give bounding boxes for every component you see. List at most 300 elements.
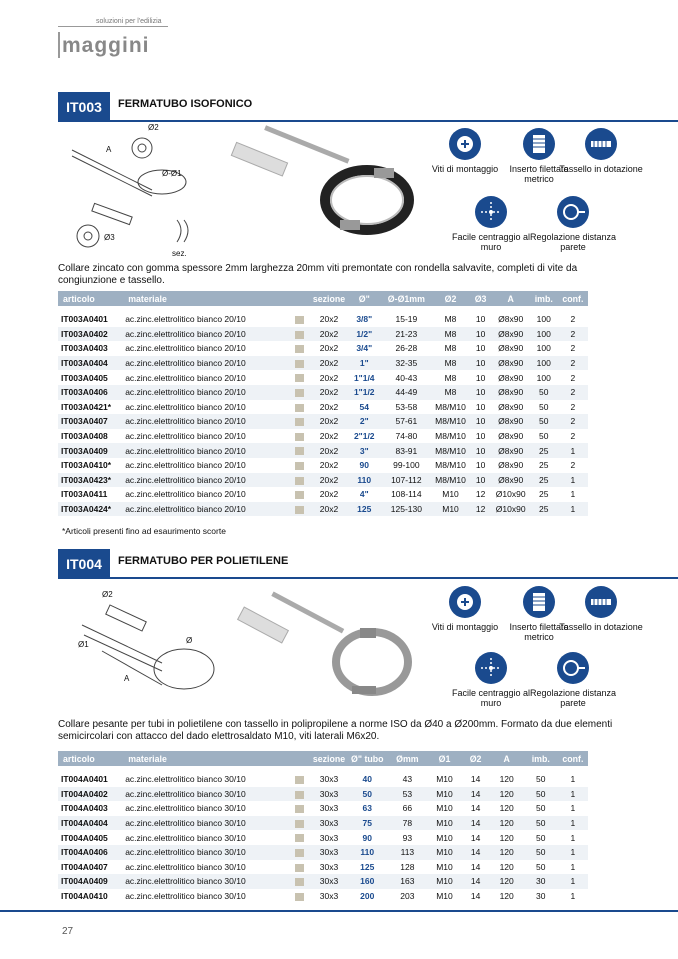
zinc-swatch-icon (295, 491, 304, 499)
table-row (58, 429, 588, 444)
drawing-label: Ø1 (78, 640, 89, 649)
table-cell: 100 (536, 372, 551, 383)
table-cell: 25 (539, 489, 549, 500)
adjust-distance-icon (557, 196, 589, 228)
table-cell: M8/M10 (435, 431, 466, 442)
finish-swatch (289, 312, 311, 327)
table-row (58, 787, 588, 802)
table-cell: M8 (444, 314, 457, 325)
table-row (58, 487, 588, 502)
finish-swatch (289, 502, 311, 517)
table-cell: 30x3 (319, 891, 339, 902)
zinc-swatch-icon (295, 805, 304, 813)
pipe-diameter: 63 (362, 803, 372, 814)
table-cell: 1 (570, 861, 576, 872)
table-cell: 14 (462, 845, 490, 860)
table-cell: 2 (570, 460, 576, 471)
material: ac.zinc.elettrolitico bianco 30/10 (125, 803, 246, 814)
table-cell: Ø8x90 (492, 385, 530, 400)
table-cell: M10 (436, 832, 453, 843)
drawing-label: sez. (172, 249, 187, 258)
pipe-diameter: 2"1/2 (353, 431, 375, 442)
pipe-diameter: 110 (347, 473, 381, 488)
table-cell: 10 (470, 414, 492, 429)
table-cell: 25 (539, 460, 549, 471)
table-cell: 50 (536, 803, 546, 814)
zinc-swatch-icon (295, 820, 304, 828)
threaded-insert-icon (523, 586, 555, 618)
feature-anchor (556, 128, 646, 174)
table-cell: 30 (524, 874, 558, 889)
table-cell: 120 (499, 861, 514, 872)
article-code: IT003A0406 (58, 385, 123, 400)
col-header: A (490, 751, 524, 766)
article-code: IT004A0405 (61, 832, 108, 843)
table-cell: 15-19 (395, 314, 418, 325)
finish-swatch (289, 860, 311, 875)
finish-swatch (289, 356, 311, 371)
article-code: IT004A0402 (58, 787, 123, 802)
section-code: IT003 (58, 92, 110, 122)
zinc-swatch-icon (295, 345, 304, 353)
table-cell: 120 (499, 832, 514, 843)
feature-label: Inserto filettato metrico (509, 622, 569, 642)
col-header: imb. (530, 291, 558, 306)
table-cell: 1 (570, 803, 576, 814)
screw-icon (449, 128, 481, 160)
table-cell: M8 (431, 385, 469, 400)
table-cell: M8/M10 (431, 414, 469, 429)
article-code: IT003A0424* (58, 502, 123, 517)
zinc-swatch-icon (295, 477, 304, 485)
finish-swatch (289, 443, 311, 458)
table-cell: M10 (427, 845, 461, 860)
table-cell: Ø8x90 (498, 343, 524, 354)
feature-label: Tassello in dotazione (559, 622, 643, 632)
table-cell: 32-35 (381, 356, 431, 371)
table-cell: 66 (402, 803, 413, 814)
table-cell: 113 (387, 845, 427, 860)
table-cell: 14 (462, 874, 490, 889)
table-row (58, 312, 588, 327)
table-cell: 120 (499, 803, 514, 814)
col-header: articolo (58, 751, 123, 766)
zinc-swatch-icon (295, 462, 304, 470)
table-cell: M8 (444, 372, 457, 383)
table-cell: M10 (436, 861, 453, 872)
zinc-swatch-icon (295, 389, 304, 397)
table-cell: 10 (475, 372, 486, 383)
table-cell: 10 (475, 343, 486, 354)
stock-note: *Articoli presenti fino ad esaurimento scorte (62, 526, 226, 536)
article-code: IT003A0408 (61, 431, 108, 442)
col-header: conf. (558, 291, 588, 306)
zinc-swatch-icon (295, 834, 304, 842)
zinc-swatch-icon (295, 447, 304, 455)
pipe-diameter: 4" (359, 489, 369, 500)
pipe-diameter: 125 (360, 861, 375, 872)
zinc-swatch-icon (295, 864, 304, 872)
col-header (289, 751, 311, 766)
feature-centering (446, 652, 536, 708)
table-row (58, 860, 588, 875)
col-header: Ø" (347, 291, 381, 306)
table-cell: 163 (387, 874, 427, 889)
table-cell: 20x2 (319, 343, 339, 354)
technical-drawing-it004 (62, 585, 222, 705)
table-cell: 50 (524, 787, 558, 802)
table-row (58, 414, 588, 429)
article-code: IT004A0410 (61, 891, 108, 902)
table-cell: 44-49 (381, 385, 431, 400)
table-cell: 14 (470, 861, 481, 872)
table-cell: 100 (536, 314, 551, 325)
zinc-swatch-icon (295, 360, 304, 368)
feature-icons-it004 (430, 586, 643, 716)
pipe-diameter: 90 (362, 832, 372, 843)
zinc-swatch-icon (295, 776, 304, 784)
pipe-diameter: 1/2" (347, 327, 381, 342)
material: ac.zinc.elettrolitico bianco 20/10 (123, 443, 289, 458)
table-cell: 2 (558, 385, 588, 400)
table-row (58, 772, 588, 787)
table-cell: 14 (470, 891, 481, 902)
brand-tagline: soluzioni per l'edilizia (96, 18, 162, 25)
finish-swatch (289, 816, 311, 831)
table-cell: 1 (558, 502, 588, 517)
table-cell: 1 (558, 473, 588, 488)
table-cell: 43 (402, 774, 413, 785)
footer-rule (0, 910, 678, 912)
pipe-diameter: 3/4" (356, 343, 373, 354)
zinc-swatch-icon (295, 506, 304, 514)
article-code: IT003A0401 (61, 314, 108, 325)
section-code: IT004 (58, 549, 110, 579)
zinc-swatch-icon (295, 404, 304, 412)
drawing-label: A (124, 674, 130, 683)
table-row (58, 385, 588, 400)
table-row (58, 400, 588, 415)
crosshair-icon (475, 652, 507, 684)
section-title: FERMATUBO PER POLIETILENE (118, 555, 289, 567)
feature-distance (528, 652, 618, 708)
brand-name: maggini (62, 34, 150, 57)
table-cell: 50 (536, 861, 546, 872)
table-cell: Ø8x90 (498, 314, 524, 325)
col-header: Ø2 (431, 291, 469, 306)
col-header: articolo (58, 291, 123, 306)
finish-swatch (289, 845, 311, 860)
finish-swatch (289, 458, 311, 473)
material: ac.zinc.elettrolitico bianco 20/10 (123, 385, 289, 400)
table-cell: 1 (570, 832, 576, 843)
table-row (58, 341, 588, 356)
col-header: materiale (123, 751, 289, 766)
table-cell: 93 (402, 832, 413, 843)
table-cell: 10 (470, 356, 492, 371)
table-cell: 20x2 (311, 385, 347, 400)
table-cell: 30x3 (319, 774, 339, 785)
col-header: sezione (311, 291, 347, 306)
finish-swatch (289, 327, 311, 342)
col-header: Ø-Ø1mm (381, 291, 431, 306)
table-cell: M10 (436, 891, 453, 902)
table-cell: 30x3 (319, 803, 339, 814)
material: ac.zinc.elettrolitico bianco 30/10 (123, 845, 289, 860)
table-cell: 2 (570, 314, 576, 325)
col-header: Ø" tubo (347, 751, 387, 766)
pipe-diameter: 110 (347, 845, 387, 860)
table-cell: M10 (442, 489, 459, 500)
material: ac.zinc.elettrolitico bianco 20/10 (123, 356, 289, 371)
col-header: A (492, 291, 530, 306)
material: ac.zinc.elettrolitico bianco 30/10 (123, 816, 289, 831)
zinc-swatch-icon (295, 878, 304, 886)
table-cell: 10 (470, 443, 492, 458)
table-body (58, 306, 588, 516)
table-cell: 20x2 (311, 502, 347, 517)
feature-label: Viti di montaggio (431, 622, 499, 632)
table-cell: 14 (470, 832, 481, 843)
table-cell: 107-112 (381, 473, 431, 488)
logo-bar (58, 32, 60, 58)
table-cell: 100 (536, 343, 551, 354)
feature-distance (528, 196, 618, 252)
table-cell: 20x2 (311, 327, 347, 342)
feature-label: Viti di montaggio (431, 164, 499, 174)
finish-swatch (289, 400, 311, 415)
article-code: IT004A0409 (58, 874, 123, 889)
table-cell: 120 (499, 774, 514, 785)
article-code: IT004A0404 (58, 816, 123, 831)
table-cell: 1 (558, 443, 588, 458)
table-cell: Ø8x90 (492, 356, 530, 371)
material: ac.zinc.elettrolitico bianco 20/10 (123, 473, 289, 488)
table-cell: 50 (530, 414, 558, 429)
article-code: IT003A0407 (58, 414, 123, 429)
table-cell: Ø8x90 (498, 431, 524, 442)
table-row (58, 801, 588, 816)
table-header (58, 291, 588, 306)
table-cell: 10 (475, 460, 486, 471)
article-code: IT003A0411 (61, 489, 108, 500)
table-row (58, 889, 588, 904)
table-cell: Ø8x90 (498, 372, 524, 383)
table-cell: 20x2 (319, 314, 339, 325)
pipe-diameter: 75 (347, 816, 387, 831)
table-cell: 50 (524, 845, 558, 860)
material: ac.zinc.elettrolitico bianco 20/10 (125, 314, 246, 325)
table-cell: 1 (558, 787, 588, 802)
table-cell: 14 (470, 774, 481, 785)
table-cell: 10 (470, 473, 492, 488)
table-cell: 14 (462, 816, 490, 831)
article-code: IT004A0401 (61, 774, 108, 785)
drawing-label: Ø (186, 636, 193, 645)
page-number: 27 (62, 926, 74, 937)
article-code: IT003A0403 (61, 343, 108, 354)
table-row (58, 370, 588, 385)
table-cell: 40-43 (395, 372, 418, 383)
drawing-label: Ø3 (104, 233, 115, 242)
table-cell: 120 (490, 787, 524, 802)
article-code: IT004A0403 (61, 803, 108, 814)
col-header: conf. (558, 751, 588, 766)
material: ac.zinc.elettrolitico bianco 30/10 (125, 861, 246, 872)
finish-swatch (289, 487, 311, 502)
section-description: Collare pesante per tubi in polietilene con tassello in polipropilene a norme ISO da Ø40 a Ø200mm. Formato da due elementi semicircolari con attacco del dado elettrosaldato M10, viti laterali M6x20. (58, 719, 613, 742)
table-cell: 50 (536, 832, 546, 843)
table-cell: Ø10x90 (495, 489, 526, 500)
material: ac.zinc.elettrolitico bianco 20/10 (125, 460, 246, 471)
pipe-diameter: 54 (359, 401, 369, 412)
col-header: Ø3 (470, 291, 492, 306)
col-header: Ømm (387, 751, 427, 766)
table-cell: 53 (387, 787, 427, 802)
table-cell: M10 (436, 774, 453, 785)
zinc-swatch-icon (295, 316, 304, 324)
zinc-swatch-icon (295, 791, 304, 799)
col-header: Ø1 (427, 751, 461, 766)
table-cell: M10 (427, 787, 461, 802)
table-cell: Ø10x90 (492, 502, 530, 517)
table-header (58, 751, 588, 766)
table-cell: 100 (530, 327, 558, 342)
feature-label: Regolazione distanza parete (529, 688, 617, 708)
table-cell: 50 (524, 816, 558, 831)
drawing-label: Ø2 (102, 590, 113, 599)
material: ac.zinc.elettrolitico bianco 30/10 (125, 832, 246, 843)
table-cell: 108-114 (391, 489, 422, 500)
article-code: IT004A0407 (61, 861, 108, 872)
table-cell: Ø8x90 (492, 327, 530, 342)
table-cell: 20x2 (319, 460, 339, 471)
pipe-diameter: 40 (362, 774, 372, 785)
feature-centering (446, 196, 536, 252)
table-cell: Ø8x90 (492, 443, 530, 458)
table-cell: 14 (462, 787, 490, 802)
col-header: imb. (524, 751, 558, 766)
feature-label: Facile centraggio al muro (451, 232, 531, 252)
finish-swatch (289, 414, 311, 429)
feature-label: Facile centraggio al muro (451, 688, 531, 708)
section-rule (110, 577, 678, 579)
table-cell: 30x3 (311, 787, 347, 802)
col-header: materiale (123, 291, 289, 306)
wall-plug-icon (585, 586, 617, 618)
article-code: IT004A0406 (58, 845, 123, 860)
finish-swatch (289, 772, 311, 787)
table-cell: 50 (539, 401, 549, 412)
pipe-diameter: 1"1/4 (353, 372, 375, 383)
material: ac.zinc.elettrolitico bianco 30/10 (123, 787, 289, 802)
table-cell: 12 (475, 489, 486, 500)
table-cell: 20x2 (311, 443, 347, 458)
wall-plug-icon (585, 128, 617, 160)
table-cell: 25 (530, 443, 558, 458)
pipe-diameter: 1"1/2 (347, 385, 381, 400)
table-cell: 30x3 (311, 874, 347, 889)
section-title: FERMATUBO ISOFONICO (118, 98, 253, 110)
pipe-diameter: 50 (347, 787, 387, 802)
adjust-distance-icon (557, 652, 589, 684)
table-cell: 14 (470, 803, 481, 814)
product-table-it004 (58, 751, 588, 903)
table-row (58, 458, 588, 473)
table-cell: 128 (400, 861, 415, 872)
table-cell: 2 (570, 372, 576, 383)
table-cell: 26-28 (395, 343, 418, 354)
table-cell: 2 (570, 343, 576, 354)
table-cell: 20x2 (319, 431, 339, 442)
table-cell: 10 (470, 327, 492, 342)
article-code: IT003A0421* (61, 401, 112, 412)
table-cell: 12 (470, 502, 492, 517)
table-cell: 1 (558, 845, 588, 860)
logo-rule (58, 26, 168, 27)
table-cell: 25 (530, 502, 558, 517)
table-cell: M8 (444, 343, 457, 354)
material: ac.zinc.elettrolitico bianco 30/10 (123, 874, 289, 889)
table-cell: 120 (490, 874, 524, 889)
table-row (58, 327, 588, 342)
table-cell: 1 (570, 489, 576, 500)
pipe-diameter: 200 (360, 891, 375, 902)
table-cell: 30x3 (311, 845, 347, 860)
crosshair-icon (475, 196, 507, 228)
table-cell: 57-61 (381, 414, 431, 429)
table-cell: Ø8x90 (492, 414, 530, 429)
table-cell: 20x2 (319, 401, 339, 412)
table-row (58, 816, 588, 831)
material: ac.zinc.elettrolitico bianco 20/10 (125, 431, 246, 442)
table-cell: M8 (431, 356, 469, 371)
table-row (58, 356, 588, 371)
table-cell: 2 (570, 401, 576, 412)
table-cell: 30x3 (319, 832, 339, 843)
table-cell: Ø8x90 (498, 460, 524, 471)
table-body (58, 766, 588, 903)
feature-label: Inserto filettato metrico (509, 164, 569, 184)
table-cell: 1 (570, 891, 576, 902)
zinc-swatch-icon (295, 893, 304, 901)
table-cell: 100 (530, 356, 558, 371)
finish-swatch (289, 370, 311, 385)
table-cell: 20x2 (319, 489, 339, 500)
zinc-swatch-icon (295, 418, 304, 426)
table-cell: 74-80 (395, 431, 418, 442)
table-cell: 30 (536, 891, 546, 902)
feature-label: Tassello in dotazione (559, 164, 643, 174)
material: ac.zinc.elettrolitico bianco 30/10 (125, 891, 246, 902)
product-photo-it003 (222, 122, 422, 252)
table-cell: 125-130 (381, 502, 431, 517)
technical-drawing-it003 (62, 120, 212, 260)
pipe-diameter: 2" (347, 414, 381, 429)
table-cell: M10 (427, 816, 461, 831)
pipe-diameter: 3" (347, 443, 381, 458)
table-cell: M8/M10 (435, 460, 466, 471)
article-code: IT003A0405 (61, 372, 108, 383)
table-cell: M10 (431, 502, 469, 517)
table-cell: 2 (570, 431, 576, 442)
table-cell: 83-91 (381, 443, 431, 458)
table-cell: M10 (436, 803, 453, 814)
brand-logo (58, 18, 168, 60)
product-table-it003 (58, 291, 588, 516)
table-cell: 120 (490, 845, 524, 860)
material: ac.zinc.elettrolitico bianco 20/10 (125, 372, 246, 383)
